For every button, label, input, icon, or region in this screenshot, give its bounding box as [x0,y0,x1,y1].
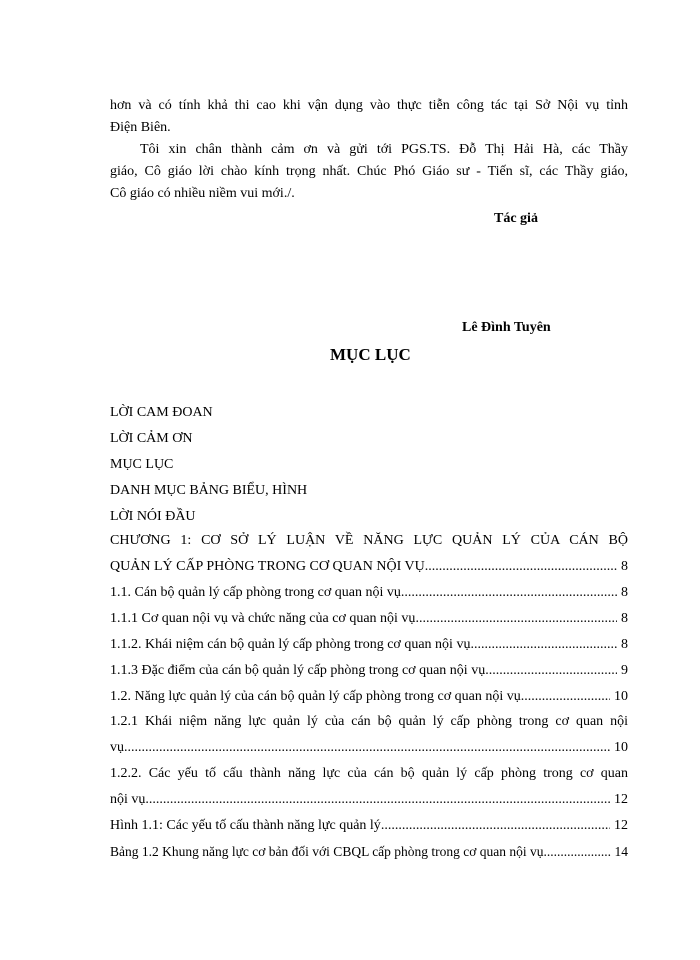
toc-page-number: 8 [621,559,628,574]
toc-page-number: 8 [621,585,628,600]
toc-entry[interactable] [110,584,628,602]
toc-front-item[interactable]: MỤC LỤC [110,457,174,472]
toc-entry-title: 1.1.2. Khái niệm cán bộ quản lý cấp phòng trong cơ quan nội vụ [110,637,471,652]
toc-page-number: 10 [614,740,628,755]
toc-dot-leader [544,843,611,861]
toc-entry[interactable] [110,610,628,628]
toc-front-item[interactable]: LỜI NÓI ĐẦU [110,509,196,524]
toc-entry[interactable] [110,636,628,654]
toc-dot-leader [124,739,610,757]
toc-dot-leader [425,558,617,576]
toc-entry-title: 1.1. Cán bộ quản lý cấp phòng trong cơ quan nội vụ [110,585,401,600]
toc-front-item[interactable]: LỜI CAM ĐOAN [110,405,213,420]
toc-entry-title[interactable]: 1.2.1 Khái niệm năng lực quản lý của cán bộ quản lý cấp phòng trong cơ quan nội [110,714,628,729]
toc-dot-leader [381,817,610,835]
toc-dot-leader [521,688,610,706]
toc-title: MỤC LỤC [330,345,411,364]
toc-dot-leader [485,662,617,680]
toc-page-number: 9 [621,663,628,678]
toc-front-item[interactable]: DANH MỤC BẢNG BIỂU, HÌNH [110,483,308,498]
toc-dot-leader [415,610,617,628]
toc-dot-leader [145,791,610,809]
toc-dot-leader [401,584,617,602]
author-name: Lê Đình Tuyên [462,320,551,335]
toc-table-entry[interactable] [110,843,628,861]
paragraph-line: giáo, Cô giáo lời chào kính trọng nhất. Chúc Phó Giáo sư - Tiến sĩ, các Thầy giáo, [110,164,628,179]
signature-label: Tác giả [494,211,538,226]
toc-entry-title: 1.2. Năng lực quản lý của cán bộ quản lý cấp phòng trong cơ quan nội vụ [110,689,521,704]
toc-entry[interactable] [110,791,628,809]
toc-entry-title: 1.1.3 Đặc điểm của cán bộ quản lý cấp phòng trong cơ quan nội vụ [110,663,486,678]
toc-page-number: 8 [621,637,628,652]
paragraph-line: Điện Biên. [110,120,171,135]
paragraph-line: hơn và có tính khả thi cao khi vận dụng vào thực tiễn công tác tại Sở Nội vụ tỉnh [110,98,628,113]
toc-entry-title-cont: vụ [110,740,124,755]
toc-page-number: 12 [614,792,628,807]
paragraph-line: Cô giáo có nhiều niềm vui mới./. [110,186,295,201]
toc-dot-leader [470,636,617,654]
toc-page-number: 12 [614,818,628,833]
toc-entry-title: 1.1.1 Cơ quan nội vụ và chức năng của cơ quan nội vụ [110,611,416,626]
toc-entry[interactable] [110,688,628,706]
toc-chapter-title[interactable]: CHƯƠNG 1: CƠ SỞ LÝ LUẬN VỀ NĂNG LỰC QUẢN LÝ CỦA CÁN BỘ [110,533,628,548]
toc-entry-title: Hình 1.1: Các yếu tố cấu thành năng lực quản lý [110,818,381,833]
toc-page-number: 10 [614,689,628,704]
toc-chapter-row[interactable] [110,558,628,576]
paragraph-line: Tôi xin chân thành cảm ơn và gửi tới PGS.TS. Đỗ Thị Hải Hà, các Thầy [140,142,628,157]
toc-entry[interactable] [110,662,628,680]
toc-entry-title: Bảng 1.2 Khung năng lực cơ bản đối với CBQL cấp phòng trong cơ quan nội vụ [110,844,544,859]
toc-front-item[interactable]: LỜI CẢM ƠN [110,431,193,446]
toc-entry[interactable] [110,739,628,757]
toc-entry-title[interactable]: 1.2.2. Các yếu tố cấu thành năng lực của cán bộ quản lý cấp phòng trong cơ quan [110,766,628,781]
toc-figure-entry[interactable] [110,817,628,835]
toc-page-number: 14 [614,844,628,859]
toc-chapter-title-cont: QUẢN LÝ CẤP PHÒNG TRONG CƠ QUAN NỘI VỤ [110,559,425,574]
toc-page-number: 8 [621,611,628,626]
toc-entry-title-cont: nội vụ [110,792,146,807]
